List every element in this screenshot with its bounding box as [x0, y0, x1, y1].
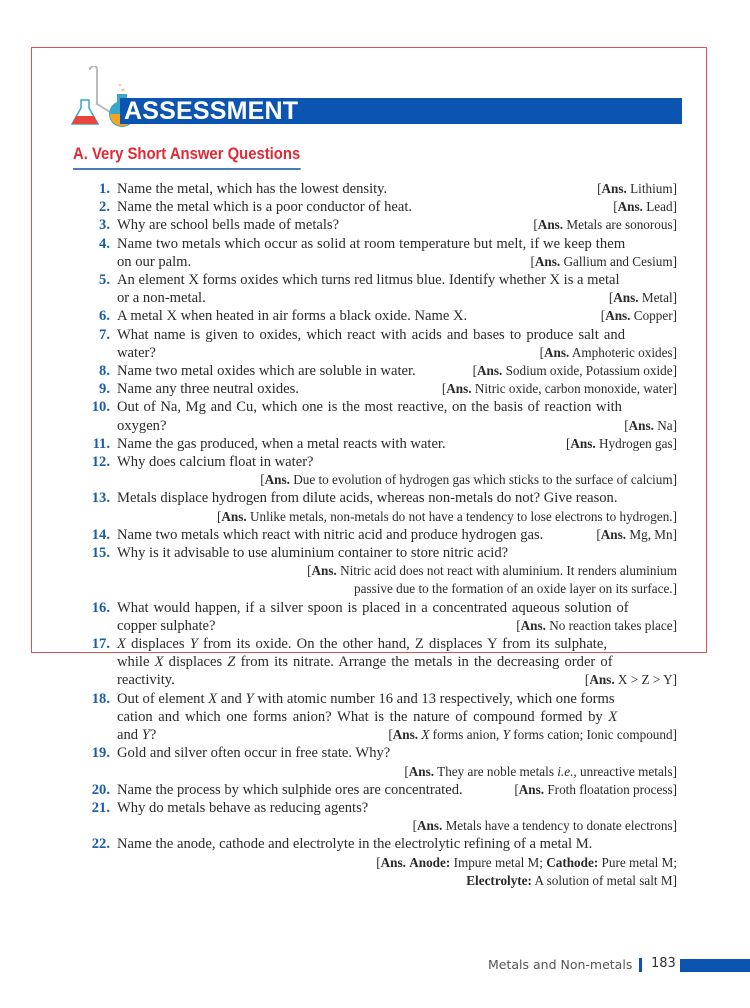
question-number: 13. — [91, 490, 110, 507]
question-text: Name the metal, which has the lowest density. — [117, 181, 388, 197]
question-number: 14. — [91, 526, 110, 543]
question-item — [80, 380, 677, 398]
question-text: Metals displace hydrogen from dilute acids, whereas non-metals do not? Give reason. — [117, 490, 618, 507]
answer: [Ans. Na] — [624, 417, 677, 433]
page-title: ASSESSMENT — [124, 97, 299, 125]
question-text: Name the process by which sulphide ores are concentrated. — [117, 781, 463, 798]
answer: [Ans. Gallium and Cesium] — [530, 253, 677, 269]
answer: [Ans. Nitric oxide, carbon monoxide, water] — [441, 381, 677, 397]
question-item — [80, 544, 677, 599]
question-number: 1. — [99, 181, 110, 197]
question-item: 17. X displaces Y from its oxide. On the other hand, Z displaces Y from its sulphate, while X displaces Z from its nitrate. Arrange the metals in the decreasing order of reactivity. [Ans. X > Z > Y] — [80, 635, 677, 690]
question-text: Why does calcium float in water? — [117, 454, 314, 471]
answer: [Ans. X > Z > Y] — [584, 672, 677, 688]
question-item: 5. An element X forms oxides which turns red litmus blue. Identify whether X is a metal or a non-metal. [Ans. Metal] — [80, 271, 677, 307]
question-item — [80, 744, 677, 780]
answer: [Ans. Anode: Impure metal M; Cathode: Pure metal M; — [376, 854, 677, 870]
question-item: 7. What name is given to oxides, which react with acids and bases to produce salt and water? [Ans. Amphoteric oxides] — [80, 326, 677, 362]
answer-continued: passive due to the formation of an oxide layer on its surface.] — [354, 581, 677, 597]
question-number: 17. — [91, 636, 110, 653]
question-text: Out of element X and Y with atomic number 16 and 13 respectively, which one forms — [117, 690, 615, 707]
question-item — [80, 835, 677, 890]
chapter-name: Metals and Non-metals — [488, 957, 633, 972]
question-text: What name is given to oxides, which react with acids and bases to produce salt and — [117, 326, 626, 343]
question-text: What would happen, if a silver spoon is placed in a concentrated aqueous solution of — [117, 599, 629, 616]
question-list — [80, 180, 677, 890]
question-number: 2. — [99, 199, 110, 216]
question-text: A metal X when heated in air forms a black oxide. Name X. — [117, 308, 468, 325]
question-number: 5. — [99, 272, 110, 289]
section-heading: A. Very Short Answer Questions — [73, 145, 301, 170]
answer: [Ans. Sodium oxide, Potassium oxide] — [472, 363, 677, 379]
question-item — [80, 489, 677, 525]
question-number: 4. — [99, 235, 110, 252]
question-item — [80, 198, 677, 216]
question-item — [80, 526, 677, 544]
question-number: 22. — [91, 836, 110, 853]
question-item — [80, 781, 677, 799]
answer: [Ans. They are noble metals i.e., unreactive metals] — [404, 763, 677, 779]
question-number: 19. — [91, 745, 110, 762]
question-text: Name two metals which react with nitric acid and produce hydrogen gas. — [117, 526, 544, 543]
answer: [Ans. Mg, Mn] — [596, 526, 677, 542]
answer: [Ans. No reaction takes place] — [516, 617, 677, 633]
question-number: 3. — [99, 217, 110, 234]
question-text: Why do metals behave as reducing agents? — [117, 799, 369, 816]
answer: [Ans. Lithium] — [597, 181, 677, 196]
answer: [Ans. X forms anion, Y forms cation; Ionic compound] — [388, 727, 677, 743]
answer: [Ans. Metals are sonorous] — [533, 217, 677, 233]
question-item — [80, 799, 677, 835]
question-text: Out of Na, Mg and Cu, which one is the most reactive, on the basis of reaction with — [117, 399, 622, 416]
question-item — [80, 307, 677, 325]
answer: [Ans. Lead] — [613, 199, 677, 215]
answer: [Ans. Due to evolution of hydrogen gas which sticks to the surface of calcium] — [260, 472, 677, 488]
answer-continued: Electrolyte: A solution of metal salt M] — [466, 872, 677, 888]
question-item: 4. Name two metals which occur as solid at room temperature but melt, if we keep them on our palm. [Ans. Gallium and Cesium] — [80, 235, 677, 271]
question-text: Name the metal which is a poor conductor of heat. — [117, 199, 413, 216]
question-text: An element X forms oxides which turns red litmus blue. Identify whether X is a metal — [117, 272, 620, 289]
answer: [Ans. Metals have a tendency to donate electrons] — [412, 818, 677, 834]
footer-accent-bar — [680, 959, 750, 972]
question-item: 16. What would happen, if a silver spoon is placed in a concentrated aqueous solution of copper sulphate? [Ans. No reaction takes place] — [80, 599, 677, 635]
question-text: Name two metal oxides which are soluble in water. — [117, 363, 416, 380]
question-number: 21. — [91, 799, 110, 816]
answer: [Ans. Hydrogen gas] — [565, 435, 677, 451]
question-item — [80, 362, 677, 380]
question-number: 12. — [91, 454, 110, 471]
question-item — [80, 435, 677, 453]
question-number: 10. — [91, 399, 110, 416]
question-number: 7. — [99, 326, 110, 343]
question-text: X displaces Y from its oxide. On the other hand, Z displaces Y from its sulphate, — [117, 636, 607, 653]
question-number: 6. — [99, 308, 110, 325]
answer: [Ans. Metal] — [608, 290, 677, 306]
question-item: 10. Out of Na, Mg and Cu, which one is the most reactive, on the basis of reaction with oxygen? [Ans. Na] — [80, 398, 677, 434]
answer: [Ans. Nitric acid does not react with aluminium. It renders aluminium — [307, 563, 677, 579]
answer: [Ans. Froth floatation process] — [514, 781, 677, 797]
question-text: Name the gas produced, when a metal reacts with water. — [117, 435, 446, 452]
question-item — [80, 453, 677, 489]
question-number: 16. — [91, 599, 110, 616]
answer: [Ans. Unlike metals, non-metals do not have a tendency to lose electrons to hydrogen.] — [216, 508, 677, 524]
question-text: Name two metals which occur as solid at room temperature but melt, if we keep them — [117, 235, 626, 252]
question-text: Why is it advisable to use aluminium container to store nitric acid? — [117, 545, 509, 562]
question-item — [80, 180, 677, 198]
answer: [Ans. Amphoteric oxides] — [539, 344, 677, 360]
question-number: 18. — [91, 690, 110, 707]
question-number: 11. — [92, 435, 110, 452]
question-text: Why are school bells made of metals? — [117, 217, 340, 234]
question-text: Name any three neutral oxides. — [117, 381, 299, 398]
assessment-header — [70, 66, 682, 128]
answer: [Ans. Copper] — [600, 308, 677, 324]
question-text: Name the anode, cathode and electrolyte in the electrolytic refining of a metal M. — [117, 836, 593, 853]
question-number: 9. — [99, 381, 110, 398]
question-number: 8. — [99, 363, 110, 380]
question-text: Gold and silver often occur in free state. Why? — [117, 745, 391, 762]
question-item: 18. Out of element X and Y with atomic number 16 and 13 respectively, which one forms cation and which one forms anion? What is the nature of compound formed by X and Y? [Ans. X forms anion, Y forms cation; Ionic compound] — [80, 690, 677, 745]
question-number: 15. — [91, 545, 110, 562]
footer-divider — [639, 958, 642, 972]
question-number: 20. — [91, 781, 110, 798]
page-number: 183 — [651, 956, 676, 971]
question-item — [80, 216, 677, 234]
